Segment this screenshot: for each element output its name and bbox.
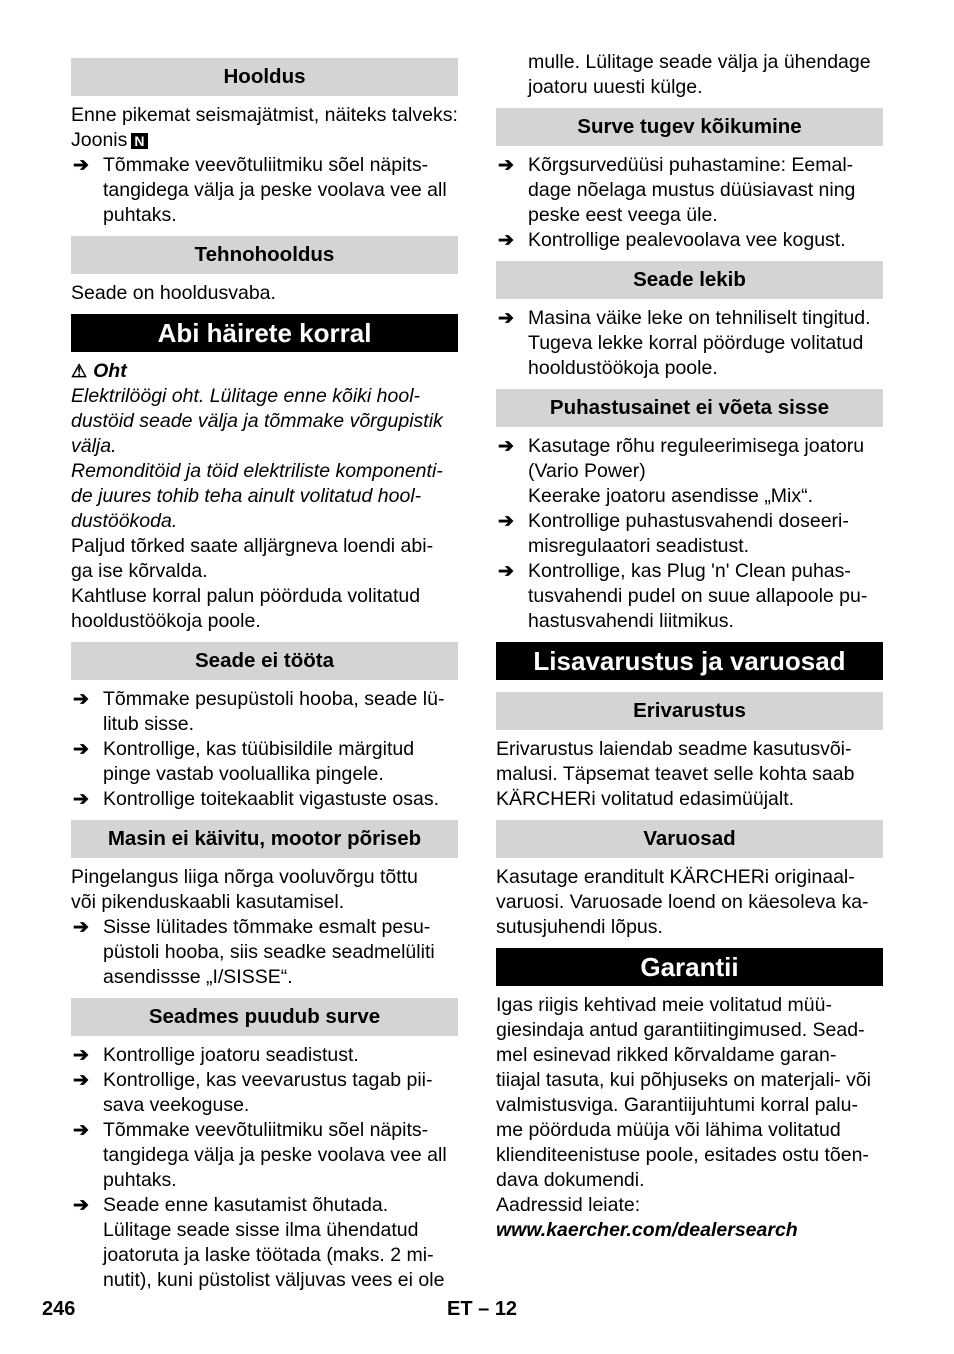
chapter-heading-abi: Abi häirete korral bbox=[71, 314, 458, 352]
section-heading-masin: Masin ei käivitu, mootor põriseb bbox=[71, 820, 458, 858]
figure-badge: N bbox=[131, 133, 147, 149]
warning-triangle-icon: ⚠ bbox=[71, 361, 88, 381]
chapter-heading-lisavarustus: Lisavarustus ja varuosad bbox=[496, 642, 883, 680]
garantii-address-label: Aadressid leiate: bbox=[496, 1194, 641, 1216]
warning-text-2: Remonditöid ja töid elektriliste komponenti- de juures tohib teha ainult volitatud hool- dustöökoda. bbox=[71, 460, 443, 532]
list-item: ➔ Kontrollige, kas veevarustus tagab pii- sava veekoguse. bbox=[73, 1069, 433, 1116]
arrow-right-icon: ➔ bbox=[73, 689, 89, 710]
arrow-right-icon: ➔ bbox=[498, 308, 514, 329]
section-heading-varuosad: Varuosad bbox=[496, 820, 883, 858]
list-item: ➔ Tõmmake veevõtuliitmiku sõel näpits- tangidega välja ja peske voolava vee all puhtaks. bbox=[73, 154, 447, 226]
list-item: ➔ Kõrgsurvedüüsi puhastamine: Eemal- dage nõelaga mustus düüsiavast ning peske eest veega üle. bbox=[498, 154, 856, 226]
arrow-right-icon: ➔ bbox=[498, 511, 514, 532]
list-item: ➔ Tõmmake veevõtuliitmiku sõel näpits- tangidega välja ja peske voolava vee all puhtaks. bbox=[73, 1119, 447, 1191]
lekib-body bbox=[496, 306, 883, 381]
surve-body bbox=[496, 153, 883, 253]
list-item: ➔ Sisse lülitades tõmmake esmalt pesu- püstoli hooba, siis seadke seadmelüliti asendissse „I/SISSE“. bbox=[73, 916, 435, 988]
page-number: 246 bbox=[42, 1298, 76, 1320]
arrow-right-icon: ➔ bbox=[73, 155, 89, 176]
arrow-right-icon: ➔ bbox=[498, 155, 514, 176]
masin-body bbox=[71, 865, 458, 990]
seade-ei-toota-body bbox=[71, 687, 458, 812]
list-item: ➔ Seade enne kasutamist õhutada. Lülitage seade sisse ilma ühendatud joatoruta ja laske töötada (maks. 2 mi- nutit), kuni püstolist väljuvas vees ei ole bbox=[73, 1194, 445, 1291]
arrow-right-icon: ➔ bbox=[73, 739, 89, 760]
section-heading-hooldus: Hooldus bbox=[71, 58, 458, 96]
erivarustus-text: Erivarustus laiendab seadme kasutusvõi- malusi. Täpsemat teavet selle kohta saab KÄRCHERi volitatud edasimüüjalt. bbox=[496, 738, 855, 810]
masin-text: Pingelangus liiga nõrga vooluvõrgu tõttu või pikenduskaabli kasutamisel. bbox=[71, 866, 418, 913]
arrow-right-icon: ➔ bbox=[498, 436, 514, 457]
dealer-search-link[interactable]: www.kaercher.com/dealersearch bbox=[496, 1219, 798, 1241]
left-column bbox=[71, 58, 458, 1293]
tehnohooldus-text: Seade on hooldusvaba. bbox=[71, 282, 276, 304]
arrow-right-icon: ➔ bbox=[73, 1120, 89, 1141]
hooldus-body bbox=[71, 103, 458, 228]
footer-section-ref: ET – 12 bbox=[447, 1298, 518, 1320]
varuosad-text: Kasutage eranditult KÄRCHERi originaal- varuosi. Varuosade loend on käesoleva ka- sutusjuhendi lõpus. bbox=[496, 866, 869, 938]
warning-title: ⚠ Oht bbox=[71, 360, 127, 382]
arrow-right-icon: ➔ bbox=[73, 1045, 89, 1066]
list-item: ➔ Kontrollige joatoru seadistust. bbox=[73, 1044, 359, 1066]
list-item: ➔ Kontrollige toitekaablit vigastuste osas. bbox=[73, 788, 440, 810]
arrow-right-icon: ➔ bbox=[498, 230, 514, 251]
right-column bbox=[496, 50, 883, 1243]
section-heading-lekib: Seade lekib bbox=[496, 261, 883, 299]
hooldus-intro: Enne pikemat seismajätmist, näiteks talveks: bbox=[71, 104, 458, 126]
arrow-right-icon: ➔ bbox=[73, 917, 89, 938]
arrow-right-icon: ➔ bbox=[498, 561, 514, 582]
list-item: ➔ Masina väike leke on tehniliselt tingitud. Tugeva lekke korral pöörduge volitatud hooldustöökoja poole. bbox=[498, 307, 871, 379]
garantii-text: Igas riigis kehtivad meie volitatud müü- giesindaja antud garantiitingimused. Sead- mel esinevad rikked kõrvaldame garan- tiiajal tasuta, kui põhjuseks on materjali- või valmistusviga. Garantiijuhtumi korral palu- me pöörduda müüja või lähima volitatud klienditeenistuse poole, esitades ostu tõen- dava dokumendi. bbox=[496, 994, 872, 1191]
seadmes-body bbox=[71, 1043, 458, 1293]
section-heading-seade-ei-toota: Seade ei tööta bbox=[71, 642, 458, 680]
hooldus-figure-ref: Joonis N bbox=[71, 128, 458, 153]
warning-text-1: Elektrilöögi oht. Lülitage enne kõiki hool- dustöid seade välja ja tõmmake võrgupistik välja. bbox=[71, 385, 443, 457]
list-item: ➔ Kontrollige puhastusvahendi doseeri- misregulaatori seadistust. bbox=[498, 510, 849, 557]
arrow-right-icon: ➔ bbox=[73, 1070, 89, 1091]
section-heading-seadmes: Seadmes puudub surve bbox=[71, 998, 458, 1036]
list-item: ➔ Kontrollige pealevoolava vee kogust. bbox=[498, 229, 846, 251]
puhastusainet-body bbox=[496, 434, 883, 634]
arrow-right-icon: ➔ bbox=[73, 789, 89, 810]
list-item: ➔ Kasutage rõhu reguleerimisega joatoru (Vario Power) Keerake joatoru asendisse „Mix“. bbox=[498, 435, 865, 507]
arrow-right-icon: ➔ bbox=[73, 1195, 89, 1216]
chapter-heading-garantii: Garantii bbox=[496, 948, 883, 986]
abi-body bbox=[71, 359, 458, 634]
list-item: ➔ Kontrollige, kas tüübisildile märgitud pinge vastab vooluallika pingele. bbox=[73, 738, 415, 785]
abi-paragraph-1: Paljud tõrked saate alljärgneva loendi abi- ga ise kõrvalda. bbox=[71, 535, 434, 582]
garantii-body bbox=[496, 993, 883, 1243]
list-item: ➔ Tõmmake pesupüstoli hooba, seade lü- litub sisse. bbox=[73, 688, 445, 735]
section-heading-erivarustus: Erivarustus bbox=[496, 692, 883, 730]
list-item: ➔ Kontrollige, kas Plug 'n' Clean puhas- tusvahendi pudel on suue allapoole pu- hastusvahendi liitmikus. bbox=[498, 560, 868, 632]
section-heading-puhastusainet: Puhastusainet ei võeta sisse bbox=[496, 389, 883, 427]
abi-paragraph-2: Kahtluse korral palun pöörduda volitatud hooldustöökoja poole. bbox=[71, 585, 421, 632]
continued-item: mulle. Lülitage seade välja ja ühendage joatoru uuesti külge. bbox=[528, 51, 871, 98]
section-heading-surve: Surve tugev kõikumine bbox=[496, 108, 883, 146]
section-heading-tehnohooldus: Tehnohooldus bbox=[71, 236, 458, 274]
